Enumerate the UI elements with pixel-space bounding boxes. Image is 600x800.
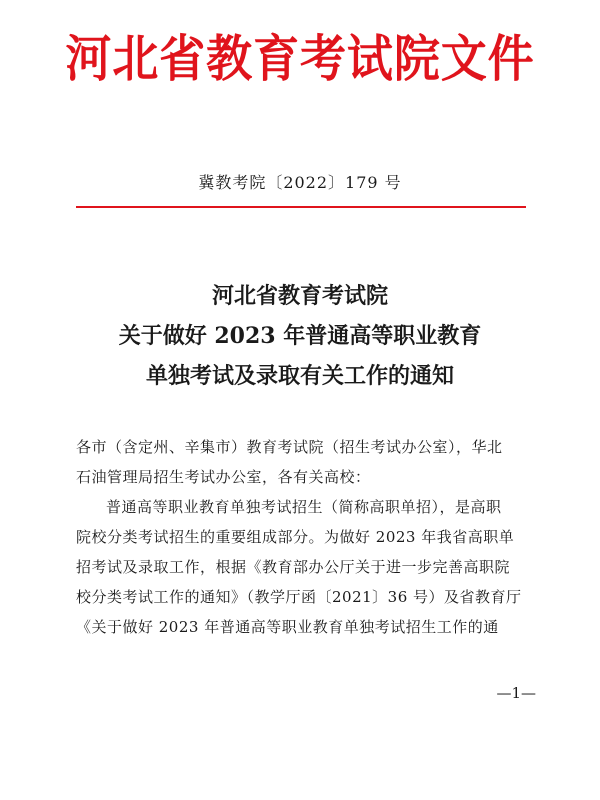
body-line: 各市（含定州、辛集市）教育考试院（招生考试办公室），华北 [76, 438, 503, 456]
body-line: 普通高等职业教育单独考试招生（简称高职单招），是高职 [106, 498, 502, 516]
notice-title [0, 276, 600, 396]
page-number: —1— [496, 684, 536, 702]
body-line: 石油管理局招生考试办公室，各有关高校： [76, 468, 371, 486]
body-line: 《关于做好 2023 年普通高等职业教育单独考试招生工作的通 [76, 618, 499, 636]
body-line: 院校分类考试招生的重要组成部分。为做好 2023 年我省高职单 [76, 528, 515, 546]
red-separator-line [76, 206, 526, 208]
notice-title-line: 关于做好 2023 年普通高等职业教育 [118, 323, 482, 349]
notice-title-line: 单独考试及录取有关工作的通知 [145, 363, 454, 389]
notice-title-line: 河北省教育考试院 [211, 283, 388, 309]
notice-body [76, 432, 531, 642]
issuing-authority-header: 河北省教育考试院文件 [65, 29, 535, 88]
body-line: 校分类考试工作的通知》（教学厅函〔2021〕36 号）及省教育厅 [76, 588, 522, 606]
document-number: 冀教考院〔2022〕179 号 [198, 173, 402, 192]
body-line: 招考试及录取工作，根据《教育部办公厅关于进一步完善高职院 [76, 558, 511, 576]
